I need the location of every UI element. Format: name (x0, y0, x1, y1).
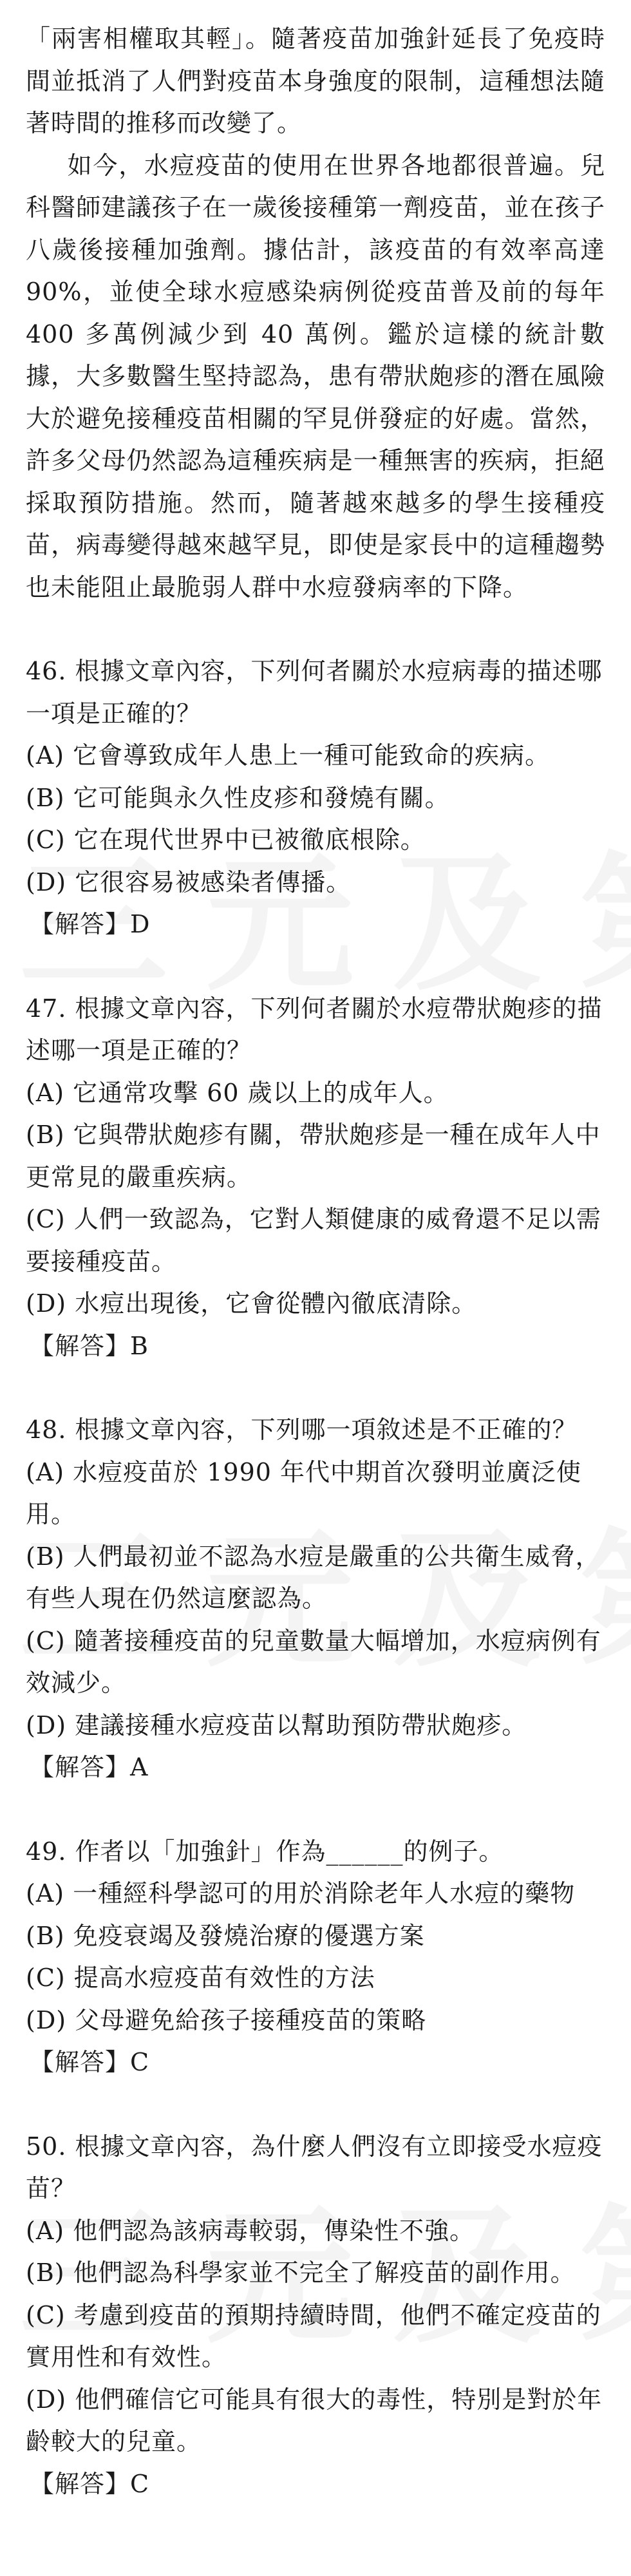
passage (26, 18, 605, 609)
option-d: (D) 他們確信它可能具有很大的毒性，特別是對於年齡較大的兒童。 (26, 2385, 603, 2456)
option-d: (D) 水痘出現後，它會從體內徹底清除。 (26, 1289, 477, 1318)
option-b: (B) 人們最初並不認為水痘是嚴重的公共衛生威脅，有些人現在仍然這麼認為。 (26, 1542, 601, 1613)
option-b: (B) 它可能與永久性皮疹和發燒有關。 (26, 783, 450, 812)
answer-label: 【解答】D (30, 910, 151, 938)
option-c: (C) 它在現代世界中已被徹底根除。 (26, 826, 426, 854)
option-d: (D) 父母避免給孩子接種疫苗的策略 (26, 2005, 427, 2034)
question-50 (26, 2126, 605, 2506)
option-b: (B) 免疫衰竭及發燒治療的優選方案 (26, 1921, 425, 1950)
option-a: (A) 他們認為該病毒較弱，傳染性不強。 (26, 2216, 475, 2245)
passage-paragraph: 「兩害相權取其輕」。隨著疫苗加強針延長了免疫時間並抵消了人們對疫苗本身強度的限制，這種想法隨著時間的推移而改變了。 (26, 24, 605, 137)
question-48 (26, 1409, 605, 1789)
option-d: (D) 建議接種水痘疫苗以幫助預防帶狀皰疹。 (26, 1710, 527, 1739)
option-c: (C) 提高水痘疫苗有效性的方法 (26, 1964, 375, 1992)
question-47 (26, 988, 605, 1368)
answer-label: 【解答】C (30, 2469, 150, 2498)
option-b: (B) 他們認為科學家並不完全了解疫苗的副作用。 (26, 2259, 576, 2287)
option-c: (C) 隨著接種疫苗的兒童數量大幅增加，水痘病例有效減少。 (26, 1626, 601, 1697)
option-a: (A) 它通常攻擊 60 歲以上的成年人。 (26, 1078, 449, 1107)
question-stem: 48. 根據文章內容，下列哪一項敘述是不正確的？ (26, 1416, 578, 1444)
option-d: (D) 它很容易被感染者傳播。 (26, 867, 352, 896)
question-stem: 46. 根據文章內容，下列何者關於水痘病毒的描述哪一項是正確的？ (26, 657, 603, 728)
question-stem: 47. 根據文章內容，下列何者關於水痘帶狀皰疹的描述哪一項是正確的？ (26, 994, 603, 1065)
question-49 (26, 1831, 605, 2084)
answer-label: 【解答】A (30, 1753, 149, 1781)
question-stem: 49. 作者以「加強針」作為______的例子。 (26, 1837, 504, 1866)
option-c: (C) 考慮到疫苗的預期持續時間，他們不確定疫苗的實用性和有效性。 (26, 2300, 601, 2371)
option-b: (B) 它與帶狀皰疹有關，帶狀皰疹是一種在成年人中更常見的嚴重疾病。 (26, 1121, 601, 1191)
option-a: (A) 一種經科學認可的用於消除老年人水痘的藥物 (26, 1879, 576, 1908)
passage-paragraph: 如今，水痘疫苗的使用在世界各地都很普遍。兒科醫師建議孩子在一歲後接種第一劑疫苗，並在孩子八歲後接種加強劑。據估計，該疫苗的有效率高達 90%，並使全球水痘感染病例從疫苗普及前的每年 400 多萬例減少到 40 萬例。鑑於這樣的統計數據，大多數醫生堅持認為，患有帶狀皰疹的潛在風險大於避免接種疫苗相關的罕見併發症的好處。當然，許多父母仍然認為這種疾病是一種無害的疾病，拒絕採取預防措施。然而，隨著越來越多的學生接種疫苗，病毒變得越來越罕見，即使是家長中的這種趨勢也未能阻止最脆弱人群中水痘發病率的下降。 (26, 151, 605, 601)
answer-label: 【解答】B (30, 1331, 149, 1360)
option-a: (A) 水痘疫苗於 1990 年代中期首次發明並廣泛使用。 (26, 1457, 582, 1528)
question-stem: 50. 根據文章內容，為什麼人們沒有立即接受水痘疫苗？ (26, 2132, 603, 2202)
option-a: (A) 它會導致成年人患上一種可能致命的疾病。 (26, 741, 551, 770)
answer-label: 【解答】C (30, 2048, 150, 2076)
option-c: (C) 人們一致認為，它對人類健康的威脅還不足以需要接種疫苗。 (26, 1205, 601, 1276)
question-46 (26, 650, 605, 946)
